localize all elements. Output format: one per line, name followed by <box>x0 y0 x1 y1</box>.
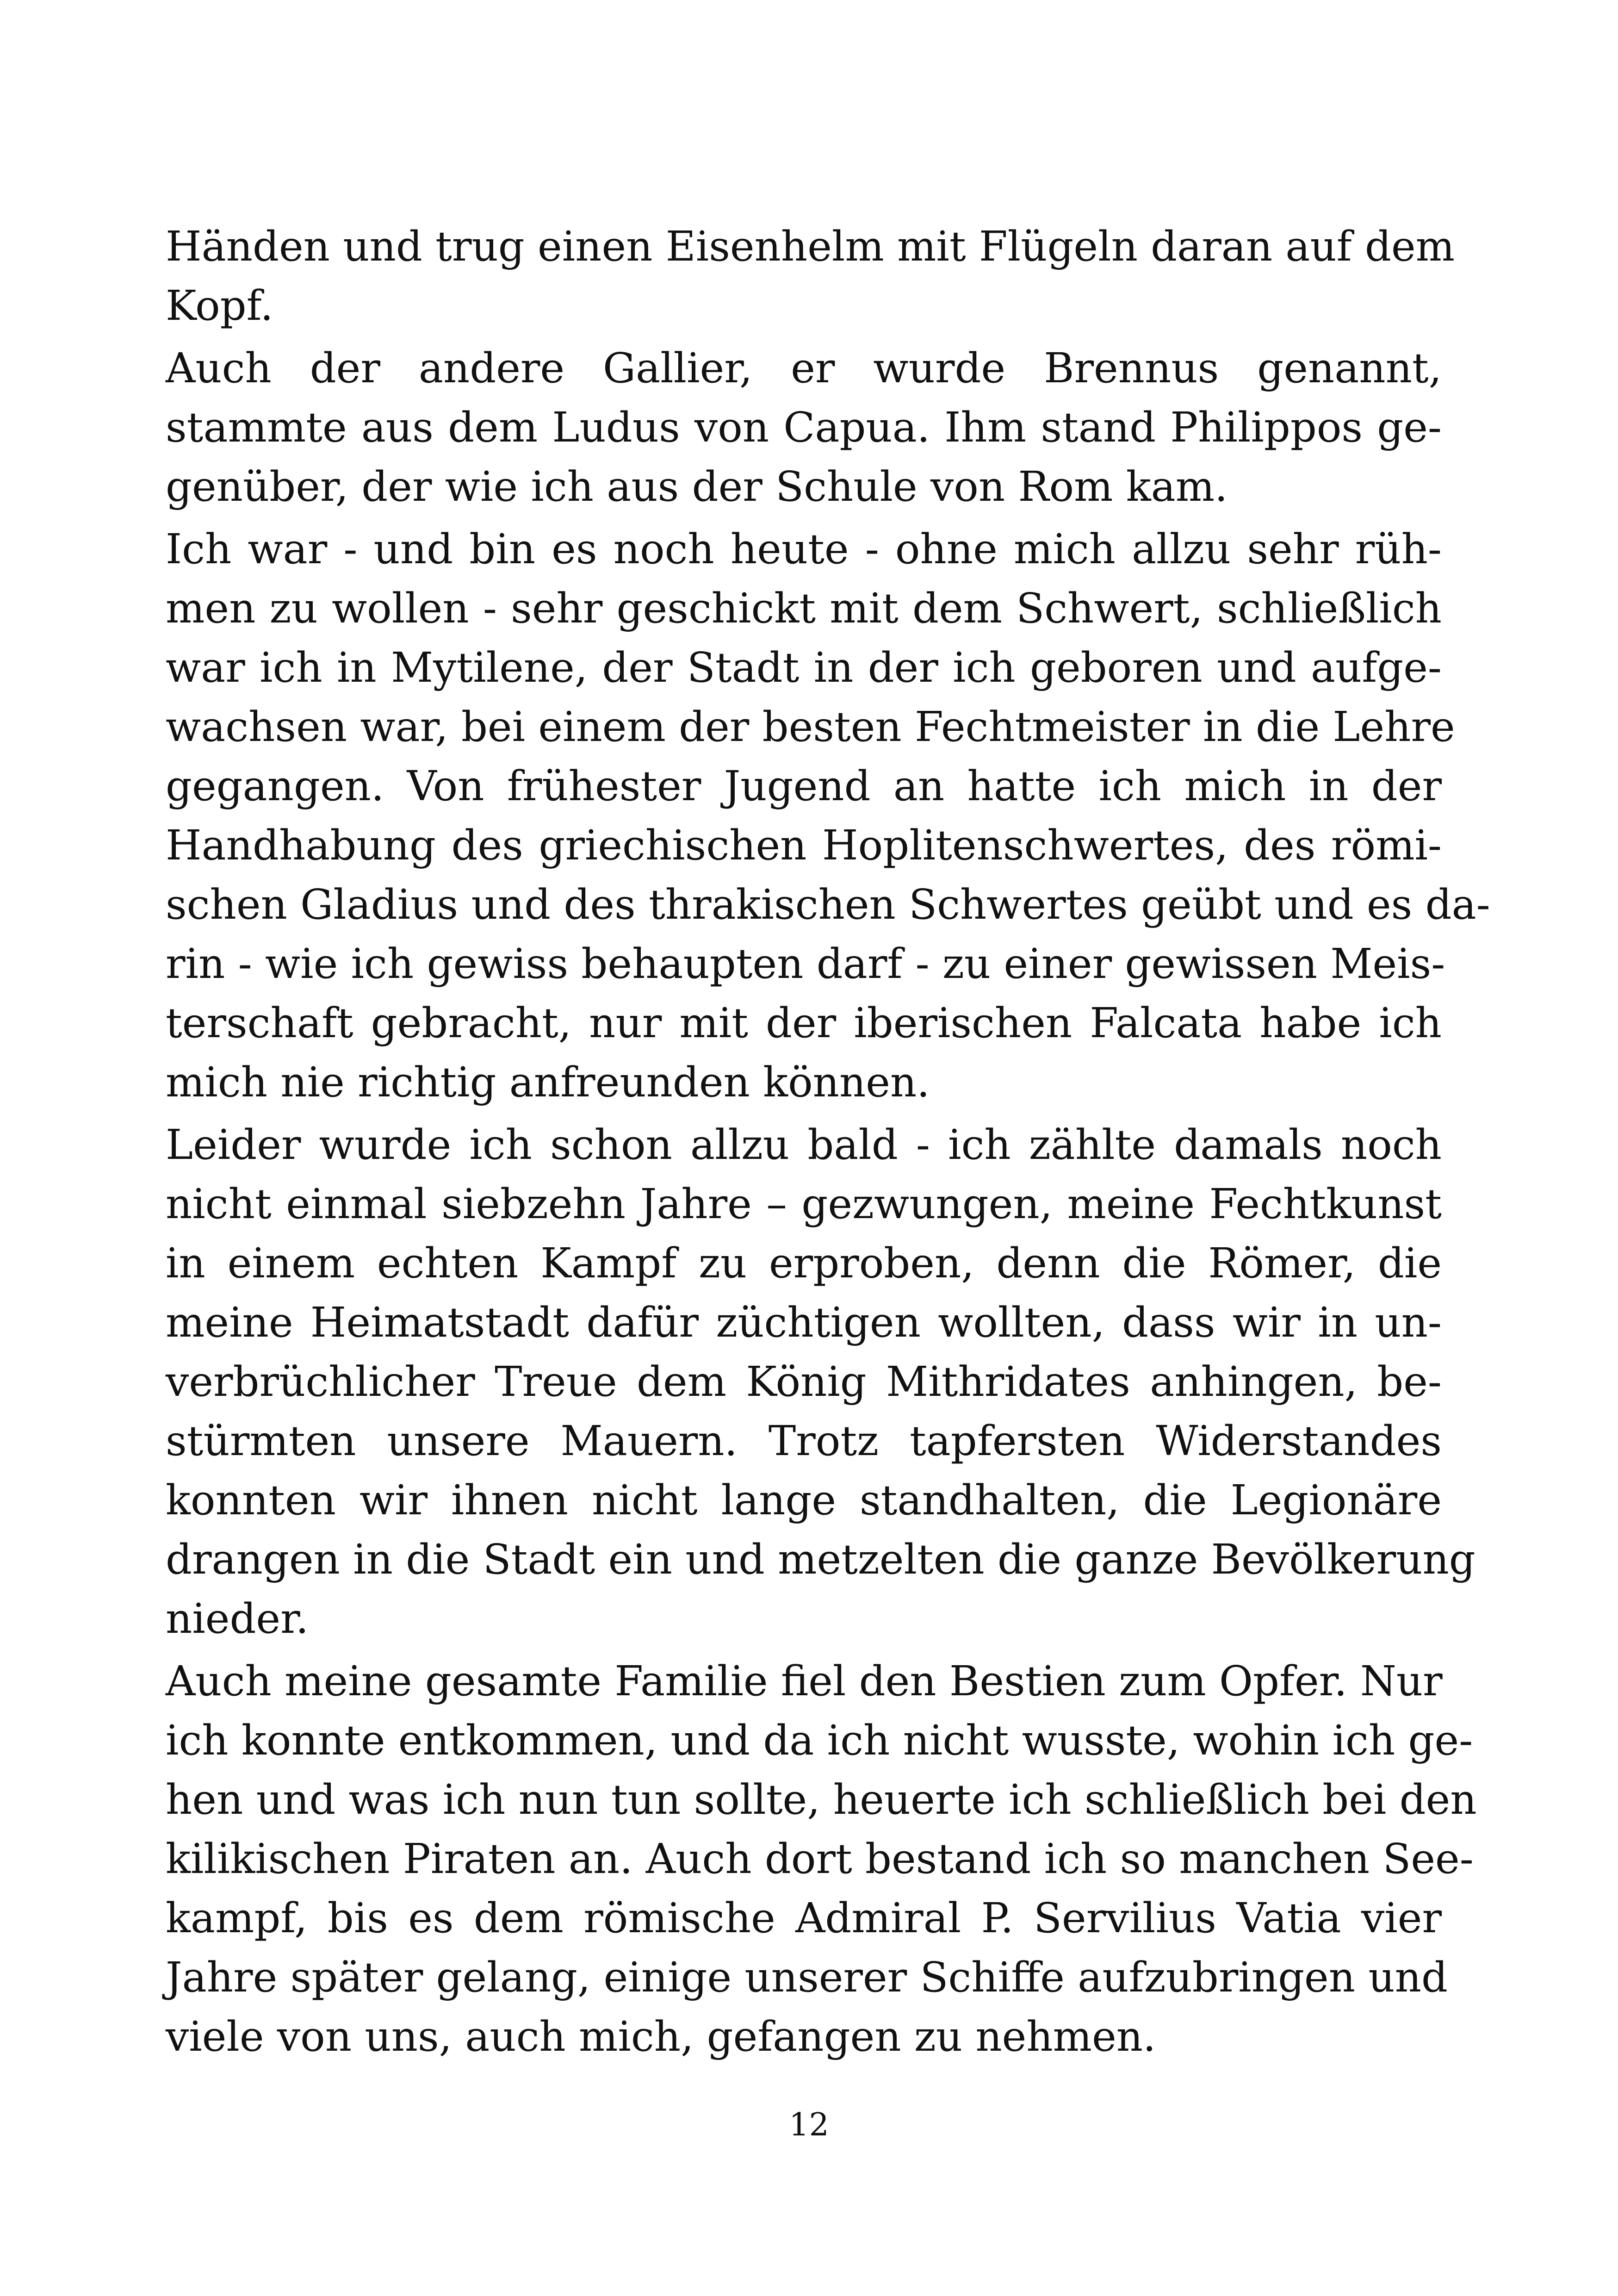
text-line: stürmten unsere Mauern. Trotz tapfersten Widerstandes <box>166 1417 1442 1465</box>
text-line: men zu wollen - sehr geschickt mit dem Schwert, schließlich <box>166 584 1442 632</box>
paragraph <box>166 1651 1477 2066</box>
text-line: stammte aus dem Ludus von Capua. Ihm stand Philippos ge- <box>166 403 1442 451</box>
text-line: genüber, der wie ich aus der Schule von Rom kam. <box>166 462 1228 510</box>
text-line: nicht einmal siebzehn Jahre – gezwungen, meine Fechtkunst <box>166 1180 1442 1228</box>
body-text <box>166 217 1490 2066</box>
text-line: verbrüchlicher Treue dem König Mithridates anhingen, be- <box>166 1357 1442 1406</box>
page-number: 12 <box>789 2107 829 2143</box>
text-line: terschaft gebracht, nur mit der iberischen Falcata habe ich <box>166 999 1442 1047</box>
text-line: kampf, bis es dem römische Admiral P. Servilius Vatia vier <box>166 1894 1442 1942</box>
text-line: Händen und trug einen Eisenhelm mit Flügeln daran auf dem <box>166 222 1455 270</box>
text-line: hen und was ich nun tun sollte, heuerte ich schließlich bei den <box>166 1775 1477 1823</box>
text-line: Kopf. <box>166 281 273 330</box>
text-line: Jahre später gelang, einige unserer Schiffe aufzubringen und <box>166 1953 1448 2001</box>
paragraph <box>166 217 1455 335</box>
paragraph <box>166 338 1442 516</box>
paragraph-gap <box>166 335 1442 338</box>
text-line: Auch der andere Gallier, er wurde Brennus genannt, <box>166 344 1442 392</box>
text-line: gegangen. Von frühester Jugend an hatte ich mich in der <box>166 762 1442 810</box>
text-line: Handhabung des griechischen Hoplitenschwertes, des römi- <box>166 821 1442 869</box>
text-line: nieder. <box>166 1594 309 1643</box>
text-line: viele von uns, auch mich, gefangen zu nehmen. <box>166 2012 1156 2060</box>
text-line: konnten wir ihnen nicht lange standhalten, die Legionäre <box>166 1476 1442 1524</box>
paragraph <box>166 519 1490 1112</box>
text-line: ich konnte entkommen, und da ich nicht wusste, wohin ich ge- <box>166 1716 1473 1764</box>
text-line: Ich war - und bin es noch heute - ohne mich allzu sehr rüh- <box>166 525 1442 573</box>
text-line: meine Heimatstadt dafür züchtigen wollten, dass wir in un- <box>166 1298 1442 1346</box>
paragraph <box>166 1115 1475 1648</box>
text-line: rin - wie ich gewiss behaupten darf - zu einer gewissen Meis- <box>166 940 1445 988</box>
text-line: mich nie richtig anfreunden können. <box>166 1058 930 1106</box>
paragraph-gap <box>166 1112 1442 1115</box>
text-line: wachsen war, bei einem der besten Fechtmeister in die Lehre <box>166 703 1455 751</box>
paragraph-gap <box>166 1648 1442 1651</box>
paragraph-gap <box>166 516 1442 519</box>
text-line: Auch meine gesamte Familie fiel den Bestien zum Opfer. Nur <box>166 1657 1443 1705</box>
text-line: drangen in die Stadt ein und metzelten die ganze Bevölkerung <box>166 1535 1475 1583</box>
text-line: in einem echten Kampf zu erproben, denn die Römer, die <box>166 1239 1442 1287</box>
text-line: kilikischen Piraten an. Auch dort bestand ich so manchen See- <box>166 1835 1474 1883</box>
text-line: schen Gladius und des thrakischen Schwertes geübt und es da- <box>166 880 1490 928</box>
text-line: Leider wurde ich schon allzu bald - ich zählte damals noch <box>166 1120 1442 1169</box>
text-line: war ich in Mytilene, der Stadt in der ich geboren und aufge- <box>166 643 1442 691</box>
